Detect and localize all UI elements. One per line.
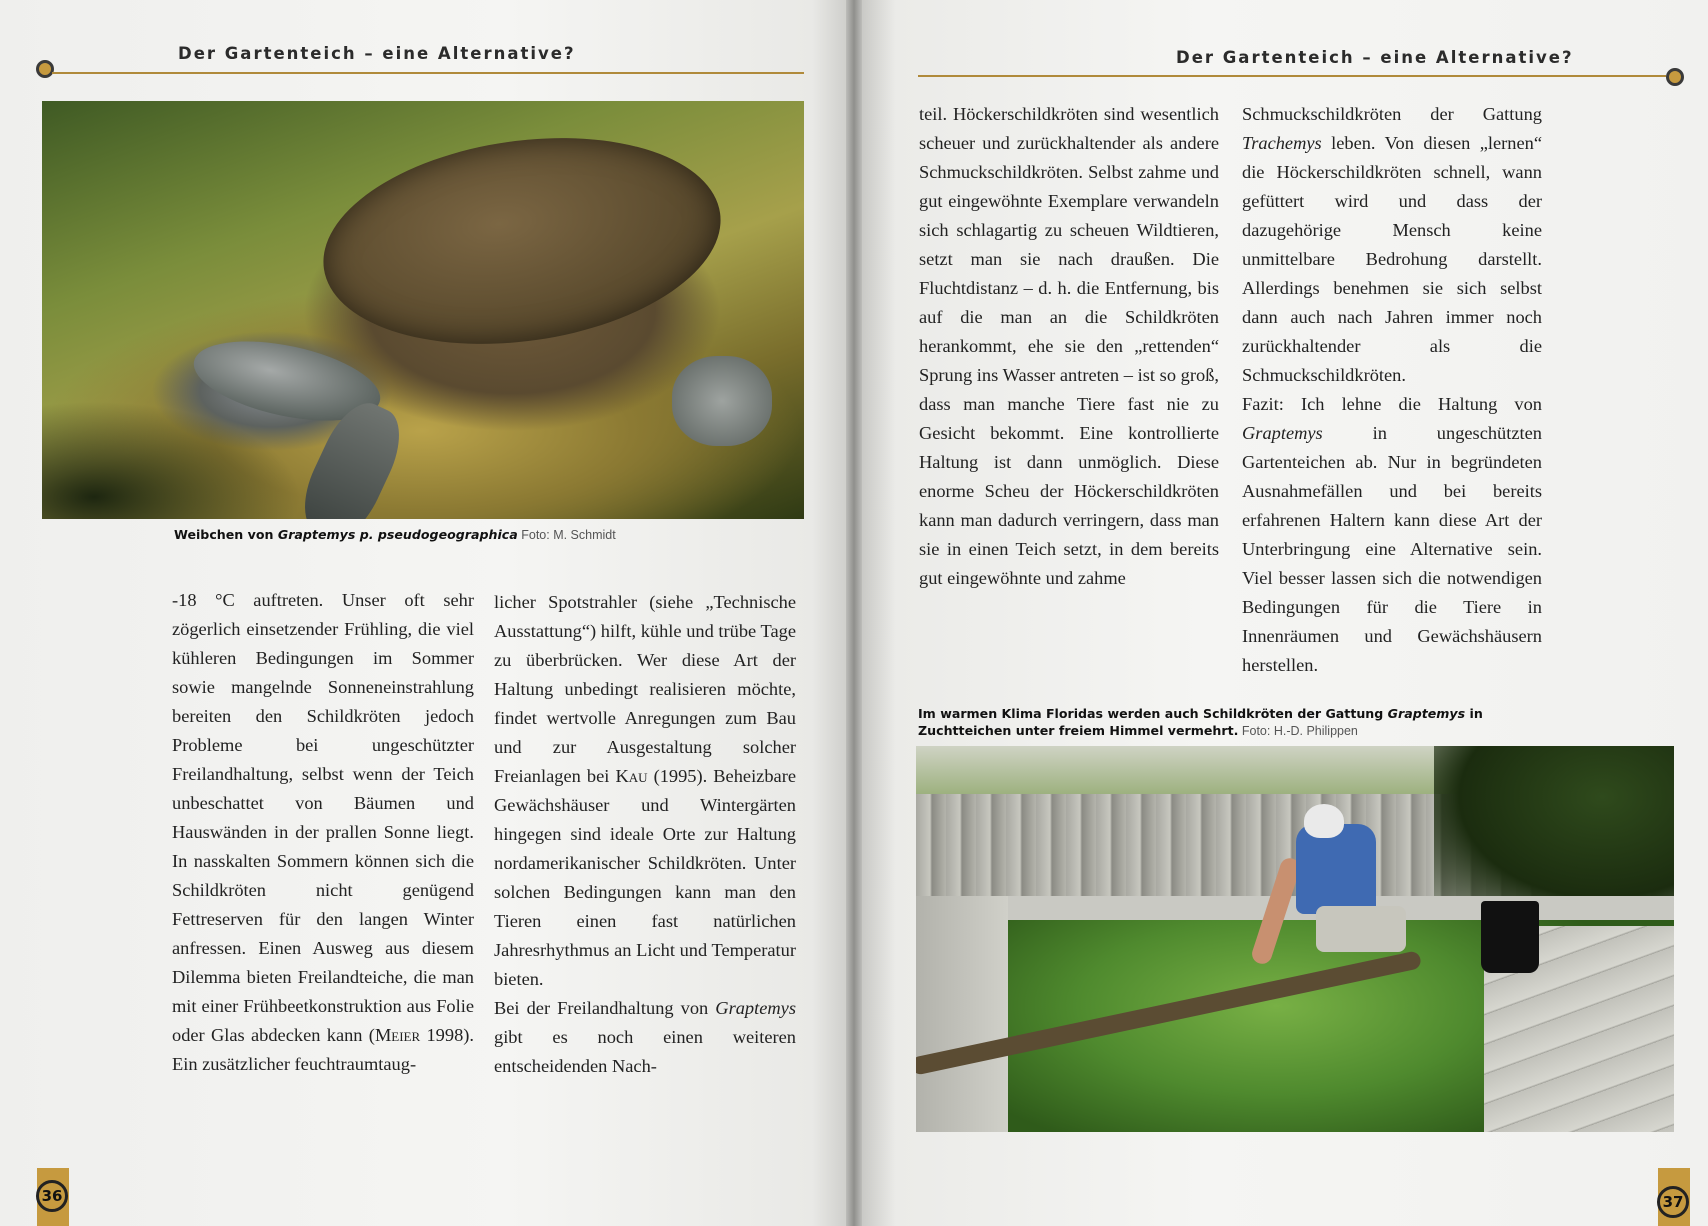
running-head-left: Der Gartenteich – eine Alternative? — [178, 44, 576, 63]
ring-ornament-icon — [36, 60, 54, 78]
turtle-shell — [310, 114, 734, 368]
bucket — [1481, 901, 1539, 973]
left-column-2: licher Spotstrahler (siehe „Technische Ausstattung“) hilft, kühle und trübe Tage zu überbrücken. Wer diese Art der Haltung unbedingt realisieren möchte, findet wertvolle Anregungen zum Bau und zur Ausgestaltung solcher Freianlagen bei Kau (1995). Beheizbare Gewächshäuser und Wintergärten hingegen sind ideale Orte zur Haltung nordamerikanischer Schildkröten. Unter solchen Bedingungen kann man den Tieren einen fast natürlichen Jahresrhythmus an Licht und Temperatur bieten. Bei der Freilandhaltung von Graptemys gibt es noch einen weiteren entscheidenden Nach- — [494, 592, 796, 1076]
pond-photo — [916, 746, 1674, 1132]
turtle-photo-caption: Weibchen von Graptemys p. pseudogeographica Foto: M. Schmidt — [174, 527, 616, 542]
page-number-37: 37 — [1657, 1186, 1689, 1218]
turtle-photo — [42, 101, 804, 519]
right-column-2: Schmuckschildkröten der Gattung Trachemys leben. Von diesen „lernen“ die Höckerschildkröten schnell, wann gefüttert wird und dass der dazugehörige Mensch keine unmittelbare Bedrohung darstellt. Allerdings benehmen sie sich selbst dann auch nach Jahren immer noch zurückhaltender als die Schmuckschildkröten. Fazit: Ich lehne die Haltung von Graptemys in ungeschützten Gartenteichen ab. Nur in begründeten Ausnahmefällen und bei bereits erfahrenen Haltern kann diese Art der Unterbringung eine Alternative sein. Viel besser lassen sich die notwendigen Bedingungen für die Tiere in Innenräumen und Gewächshäusern herstellen. — [1242, 104, 1542, 675]
left-column-1: -18 °C auftreten. Unser oft sehr zögerlich einsetzender Frühling, die viel kühleren Bedingungen im Sommer sowie mangelnde Sonneneinstrahlung bereiten den Schildkröten jedoch Probleme bei ungeschützter Freilandhaltung, selbst wenn der Teich unbeschattet von Bäumen und Hauswänden in der prallen Sonne liegt. In nasskalten Sommern können sich die Schildkröten nicht genügend Fettreserven für den langen Winter anfressen. Einen Ausweg aus diesem Dilemma bieten Freilandteiche, die man mit einer Frühbeetkonstruktion aus Folie oder Glas abdecken kann (Meier 1998). Ein zusätzlicher feuchtraumtaug- — [172, 590, 474, 1074]
header-rule-left — [52, 72, 804, 74]
right-column-1: teil. Höckerschildkröten sind wesentlich scheuer und zurückhaltender als andere Schmuckschildkröten. Selbst zahme und gut eingewöhnte Exemplare verwandeln sich schlagartig zu scheuen Wildtieren, setzt man sie nach draußen. Die Fluchtdistanz – d. h. die Entfernung, bis auf die man an die Schildkröten herankommt, ehe sie den „rettenden“ Sprung ins Wasser antreten – ist so groß, dass man manche Tiere fast nie zu Gesicht bekommt. Eine kontrollierte Haltung ist dann unmöglich. Diese enorme Scheu der Höckerschildkröten kann man dadurch verringern, dass man sie in einen Teich setzt, in dem bereits gut eingewöhnte und zahme — [919, 104, 1219, 588]
running-head-right: Der Gartenteich – eine Alternative? — [1176, 48, 1574, 67]
page-number-36: 36 — [36, 1180, 68, 1212]
header-rule-right — [918, 75, 1666, 77]
ring-ornament-icon — [1666, 68, 1684, 86]
left-page — [0, 0, 846, 1226]
pond-photo-caption: Im warmen Klima Floridas werden auch Schildkröten der Gattung Graptemys in Zuchtteichen unter freiem Himmel vermehrt. Foto: H.-D. Philippen — [918, 706, 1483, 738]
man — [1296, 824, 1376, 914]
book-gutter — [846, 0, 862, 1226]
